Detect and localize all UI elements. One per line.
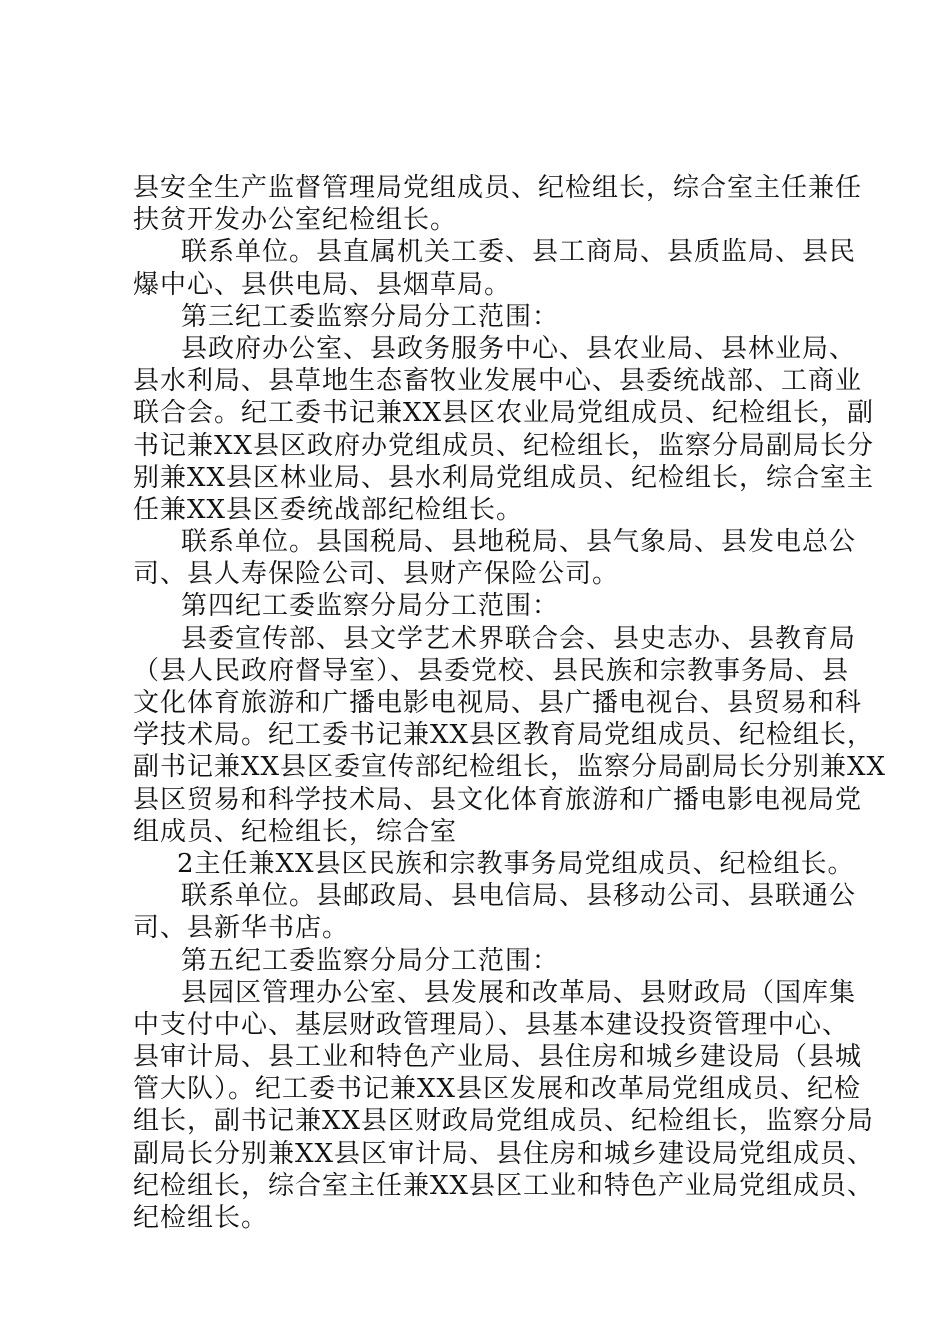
text-line: 县园区管理办公室、县发展和改革局、县财政局（国库集 [181,977,857,1008]
text-line: 任兼XX县区委统战部纪检组长。 [133,494,524,525]
section-heading: 第三纪工委监察分局分工范围： [181,301,560,332]
text-line: 爆中心、县供电局、县烟草局。 [133,269,512,300]
text-line: 县水利局、县草地生态畜牧业发展中心、县委统战部、工商业 [133,366,863,397]
text-line: 文化体育旅游和广播电影电视局、县广播电视台、县贸易和科 [133,688,863,718]
text-line: 学技术局。纪工委书记兼XX县区教育局党组成员、纪检组长， [133,720,875,751]
text-line: 别兼XX县区林业局、县水利局党组成员、纪检组长，综合室主 [133,462,875,493]
text-line: 纪检组长，综合室主任兼XX县区工业和特色产业局党组成员、 [133,1170,875,1201]
text-line: 县政府办公室、县政务服务中心、县农业局、县林业局、 [181,333,857,364]
text-line: 书记兼XX县区政府办党组成员、纪检组长，监察分局副局长分 [133,430,875,461]
section-heading: 第四纪工委监察分局分工范围： [181,591,560,622]
section-heading: 第五纪工委监察分局分工范围： [181,945,560,976]
text-line: 副局长分别兼XX县区审计局、县住房和城乡建设局党组成员、 [133,1138,875,1169]
text-line: 县区贸易和科学技术局、县文化体育旅游和广播电影电视局党 [133,784,863,815]
text-line: 副书记兼XX县区委宣传部纪检组长，监察分局副局长分别兼XX [133,752,887,783]
text-line: 纪检组长。 [133,1203,269,1233]
text-line: 司、县新华书店。 [133,913,350,944]
text-line: 管大队）。纪工委书记兼XX县区发展和改革局党组成员、纪检 [133,1074,862,1105]
text-line: 县委宣传部、县文学艺术界联合会、县史志办、县教育局 [181,623,857,654]
text-line: 组长，副书记兼XX县区财政局党组成员、纪检组长，监察分局 [133,1106,875,1137]
text-line: 中支付中心、基层财政管理局）、县基本建设投资管理中心、 [133,1009,850,1040]
text-line: 联系单位。县直属机关工委、县工商局、县质监局、县民 [181,237,857,268]
text-line: 联系单位。县国税局、县地税局、县气象局、县发电总公 [181,527,857,558]
text-line: 联合会。纪工委书记兼XX县区农业局党组成员、纪检组长，副 [133,398,875,429]
text-line: （县人民政府督导室）、县委党校、县民族和宗教事务局、县 [133,655,850,686]
document-body [133,172,887,1234]
text-line: 组成员、纪检组长，综合室 [133,816,458,847]
text-line: 司、县人寿保险公司、县财产保险公司。 [133,559,620,590]
text-line: 扶贫开发办公室纪检组长。 [133,205,458,236]
text-line: 联系单位。县邮政局、县电信局、县移动公司、县联通公 [181,881,857,912]
text-line: 2主任兼XX县区民族和宗教事务局党组成员、纪检组长。 [177,848,855,879]
text-line: 县审计局、县工业和特色产业局、县住房和城乡建设局（县城 [133,1042,863,1073]
text-line: 县安全生产监督管理局党组成员、纪检组长，综合室主任兼任 [133,173,863,203]
